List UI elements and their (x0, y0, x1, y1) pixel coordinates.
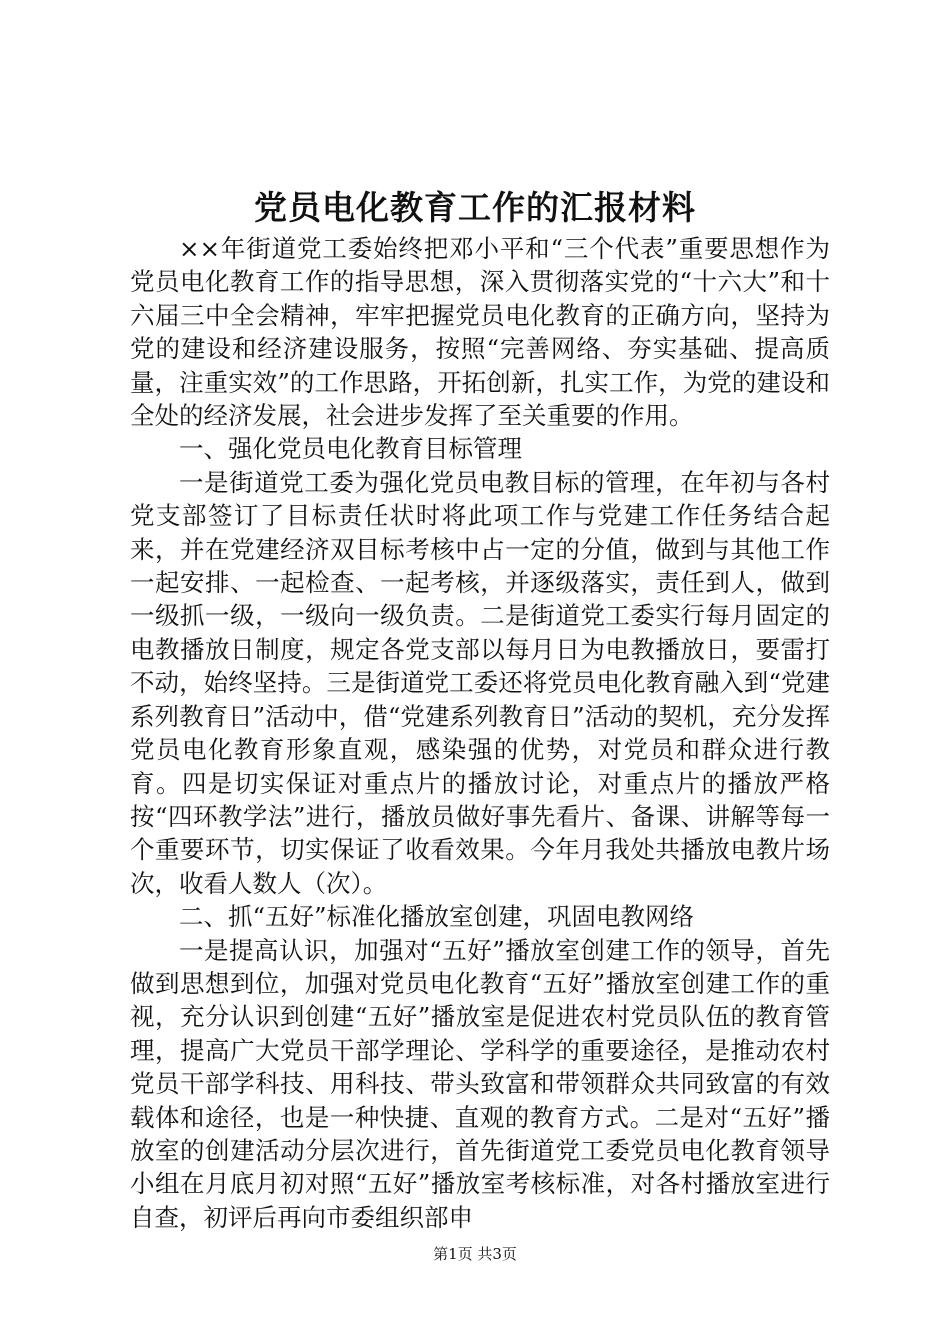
page-number-footer: 第1页 共3页 (433, 1245, 517, 1263)
document-title: 党员电化教育工作的汇报材料 (254, 188, 696, 227)
document-body (130, 232, 830, 1234)
paragraph-section-1: 一是街道党工委为强化党员电教目标的管理，在年初与各村党支部签订了目标责任状时将此项工作与党建工作任务结合起来，并在党建经济双目标考核中占一定的分值，做到与其他工作一起安排、一起检查、一起考核，并逐级落实，责任到人，做到一级抓一级，一级向一级负责。二是街道党工委实行每月固定的电教播放日制度，规定各党支部以每月日为电教播放日，要雷打不动，始终坚持。三是街道党工委还将党员电化教育融入到“党建系列教育日”活动中，借“党建系列教育日”活动的契机，充分发挥党员电化教育形象直观，感染强的优势，对党员和群众进行教育。四是切实保证对重点片的播放讨论，对重点片的播放严格按“四环教学法”进行，播放员做好事先看片、备课、讲解等每一个重要环节，切实保证了收看效果。今年月我处共播放电教片场次，收看人数人（次）。 (130, 467, 830, 898)
paragraph-section-2: 一是提高认识，加强对“五好”播放室创建工作的领导，首先做到思想到位，加强对党员电化教育“五好”播放室创建工作的重视，充分认识到创建“五好”播放室是促进农村党员队伍的教育管理，提高广大党员干部学理论、学科学的重要途径，是推动农村党员干部学科技、用科技、带头致富和带领群众共同致富的有效载体和途径，也是一种快捷、直观的教育方式。二是对“五好”播放室的创建活动分层次进行，首先街道党工委党员电化教育领导小组在月底月初对照“五好”播放室考核标准，对各村播放室进行自查，初评后再向市委组织部申 (130, 935, 830, 1232)
section-heading-2: 二、抓“五好”标准化播放室创建，巩固电教网络 (179, 902, 695, 932)
section-heading-1: 一、强化党员电化教育目标管理 (179, 434, 522, 464)
paragraph-intro: ××年街道党工委始终把邓小平和“三个代表”重要思想作为党员电化教育工作的指导思想，深入贯彻落实党的“十六大”和十六届三中全会精神，牢牢把握党员电化教育的正确方向，坚持为党的建设和经济建设服务，按照“完善网络、夯实基础、提高质量，注重实效”的工作思路，开拓创新，扎实工作，为党的建设和全处的经济发展，社会进步发挥了至关重要的作用。 (130, 234, 830, 431)
